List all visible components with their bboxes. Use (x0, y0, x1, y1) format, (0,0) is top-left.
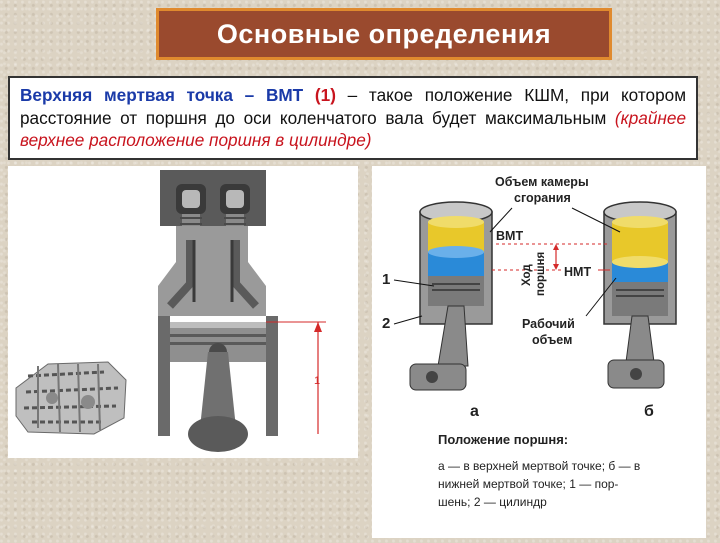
stroke-arrow-up-icon (553, 244, 559, 250)
caption-letter-a: а (470, 403, 479, 420)
cylinder-a (410, 202, 492, 390)
callout-2-line (394, 316, 422, 324)
working-volume-label-2: объем (532, 333, 573, 347)
cylinder-wall-right (266, 316, 278, 436)
chamber-volume-label-2: сгорания (514, 191, 571, 205)
tdc-marker-label: 1 (314, 375, 321, 387)
slide-title: Основные определения (216, 18, 552, 49)
definition-note: (крайнее верхнее расположение поршня в цилиндре) (20, 107, 686, 150)
piston-positions-panel (372, 166, 706, 538)
chamber-volume-label-1: Объем камеры (495, 175, 589, 189)
working-volume-label-1: Рабочий (522, 317, 575, 331)
definition-number: (1) (314, 85, 336, 105)
callout-2: 2 (382, 315, 391, 332)
stroke-label-1: Ход (521, 264, 533, 286)
stroke-arrow-down-icon (553, 264, 559, 270)
cylinder-wall-left (158, 316, 170, 436)
caption-line-1: а — в верхней мертвой точке; б — в (438, 459, 641, 473)
engine-block-thumbnail (12, 348, 130, 436)
callout-1: 1 (382, 271, 391, 288)
caption-heading: Положение поршня: (438, 432, 569, 447)
engine-figure-panel (8, 166, 358, 458)
stroke-label-2: поршня (535, 251, 547, 296)
bdc-label: НМТ (564, 265, 592, 279)
definition-box (8, 76, 698, 160)
slide-title-box (156, 8, 612, 60)
caption-letter-b: б (644, 403, 654, 420)
definition-body: – такое положение КШМ, при котором расстояние от поршня до оси коленчатого вала будет максимальным (20, 85, 687, 128)
tdc-label: ВМТ (496, 229, 524, 243)
caption-line-3: шень; 2 — цилиндр (438, 495, 547, 509)
engine-section-drawing (8, 166, 358, 458)
crank-bearing (188, 416, 248, 452)
piston-positions-diagram (372, 166, 706, 538)
tdc-arrow-icon (314, 322, 322, 332)
caption-line-2: нижней мертвой точке; 1 — пор- (438, 477, 619, 491)
definition-term: Верхняя мертвая точка – ВМТ (20, 85, 304, 105)
